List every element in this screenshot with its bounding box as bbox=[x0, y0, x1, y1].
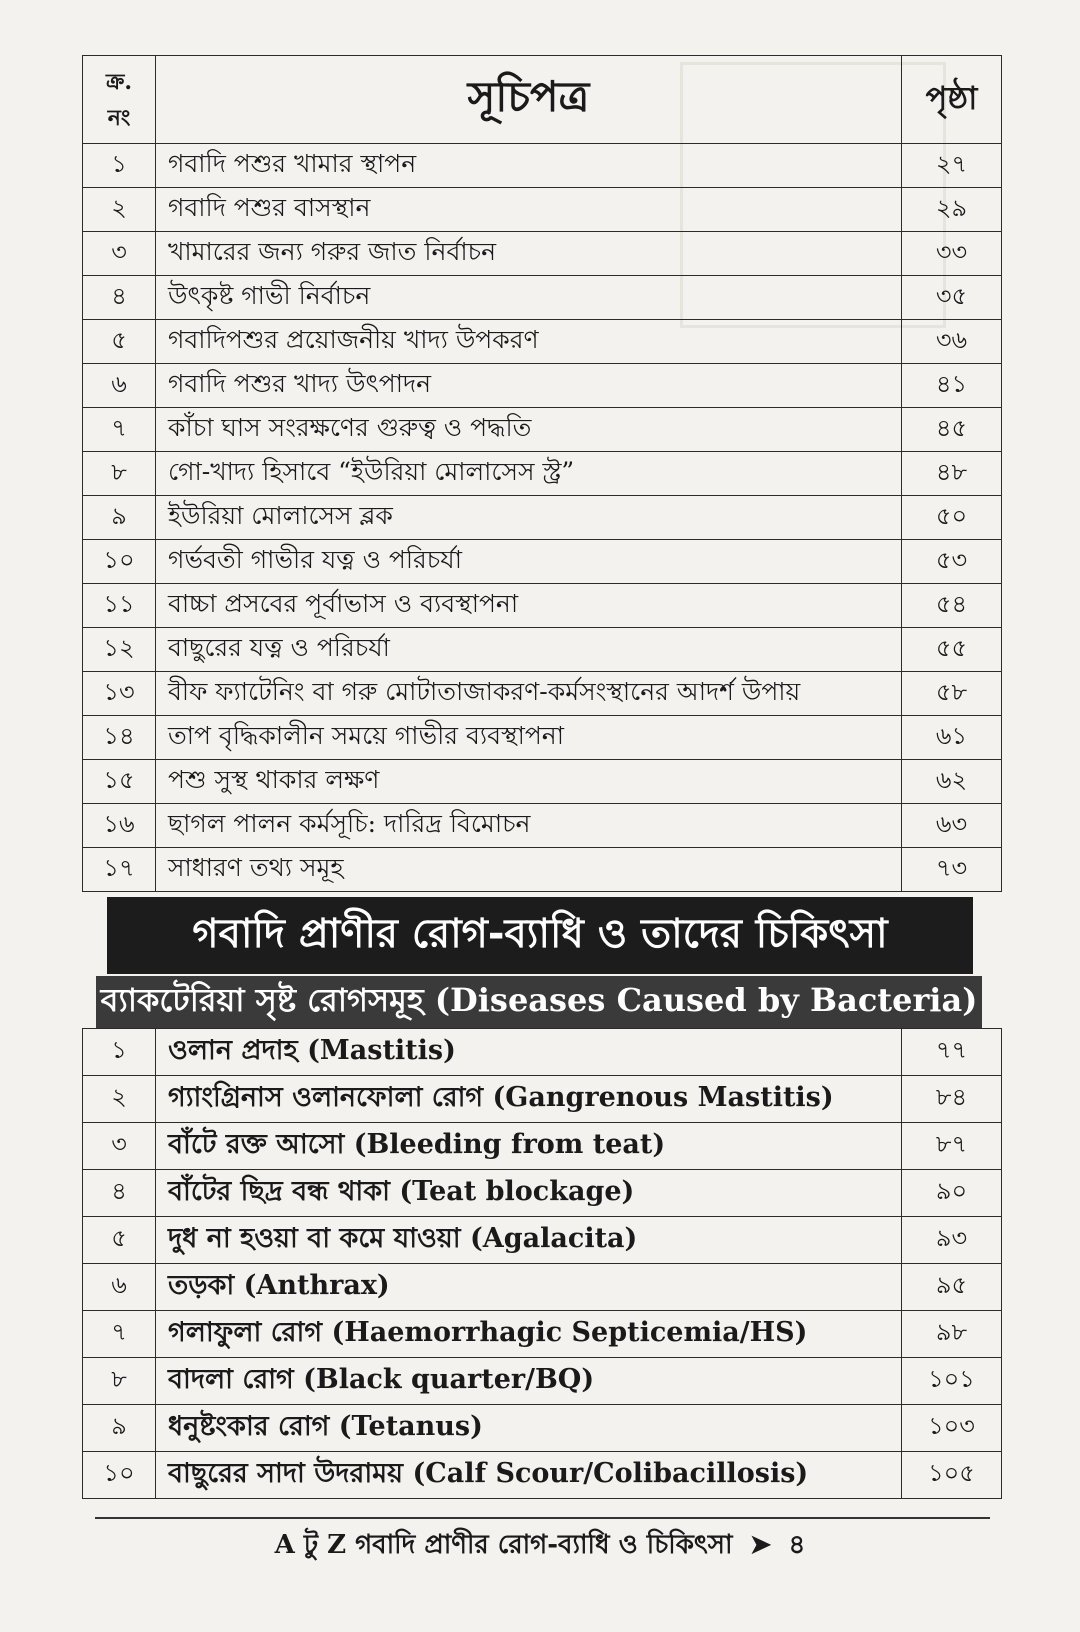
entry-number: ১২ bbox=[83, 628, 156, 672]
entry-title: বাছুরের যত্ন ও পরিচর্যা bbox=[156, 628, 902, 672]
toc-row bbox=[83, 276, 1002, 320]
toc-row bbox=[83, 364, 1002, 408]
entry-page: ৪১ bbox=[902, 364, 1002, 408]
toc-row bbox=[83, 716, 1002, 760]
entry-number: ১৫ bbox=[83, 760, 156, 804]
entry-page: ৯০ bbox=[902, 1170, 1002, 1217]
entry-title: খামারের জন্য গরুর জাত নির্বাচন bbox=[156, 232, 902, 276]
entry-page: ৩৫ bbox=[902, 276, 1002, 320]
entry-title: বাঁটে রক্ত আসো (Bleeding from teat) bbox=[156, 1123, 902, 1170]
toc-row bbox=[83, 1029, 1002, 1076]
serial-header: ক্র. নং bbox=[83, 56, 156, 144]
entry-title: গলাফুলা রোগ (Haemorrhagic Septicemia/HS) bbox=[156, 1311, 902, 1358]
entry-page: ৫৫ bbox=[902, 628, 1002, 672]
entry-page: ৫০ bbox=[902, 496, 1002, 540]
toc-row bbox=[83, 760, 1002, 804]
toc-table-general bbox=[82, 55, 1002, 892]
entry-title: তাপ বৃদ্ধিকালীন সময়ে গাভীর ব্যবস্থাপনা bbox=[156, 716, 902, 760]
footer-page-number: ৪ bbox=[788, 1530, 806, 1560]
footer-book-title: A টু Z গবাদি প্রাণীর রোগ-ব্যাধি ও চিকিৎসা bbox=[274, 1530, 733, 1560]
entry-page: ৮৭ bbox=[902, 1123, 1002, 1170]
toc-row bbox=[83, 452, 1002, 496]
entry-number: ১ bbox=[83, 1029, 156, 1076]
toc-row bbox=[83, 1405, 1002, 1452]
entry-title: সাধারণ তথ্য সমূহ bbox=[156, 848, 902, 892]
toc-row bbox=[83, 408, 1002, 452]
entry-page: ৯৩ bbox=[902, 1217, 1002, 1264]
entry-title: ওলান প্রদাহ (Mastitis) bbox=[156, 1029, 902, 1076]
entry-title: গবাদি পশুর বাসস্থান bbox=[156, 188, 902, 232]
entry-number: ১১ bbox=[83, 584, 156, 628]
entry-page: ২৯ bbox=[902, 188, 1002, 232]
entry-number: ৩ bbox=[83, 232, 156, 276]
toc-row bbox=[83, 584, 1002, 628]
entry-title: কাঁচা ঘাস সংরক্ষণের গুরুত্ব ও পদ্ধতি bbox=[156, 408, 902, 452]
entry-title: বীফ ফ্যাটেনিং বা গরু মোটাতাজাকরণ-কর্মসংস্থানের আদর্শ উপায় bbox=[156, 672, 902, 716]
entry-title: বাঁটের ছিদ্র বন্ধ থাকা (Teat blockage) bbox=[156, 1170, 902, 1217]
entry-title: ধনুষ্টংকার রোগ (Tetanus) bbox=[156, 1405, 902, 1452]
entry-title: বাচ্চা প্রসবের পূর্বাভাস ও ব্যবস্থাপনা bbox=[156, 584, 902, 628]
entry-number: ১০ bbox=[83, 1452, 156, 1499]
entry-number: ১৪ bbox=[83, 716, 156, 760]
entry-number: ৭ bbox=[83, 1311, 156, 1358]
entry-title: ইউরিয়া মোলাসেস ব্লক bbox=[156, 496, 902, 540]
entry-title: গবাদি পশুর খামার স্থাপন bbox=[156, 144, 902, 188]
entry-title: গ্যাংগ্রিনাস ওলানফোলা রোগ (Gangrenous Mastitis) bbox=[156, 1076, 902, 1123]
toc-row bbox=[83, 1076, 1002, 1123]
entry-number: ৫ bbox=[83, 1217, 156, 1264]
entry-number: ৫ bbox=[83, 320, 156, 364]
toc-header-row bbox=[83, 56, 1002, 144]
entry-number: ৬ bbox=[83, 364, 156, 408]
entry-page: ৬৩ bbox=[902, 804, 1002, 848]
entry-title: গর্ভবতী গাভীর যত্ন ও পরিচর্যা bbox=[156, 540, 902, 584]
toc-row bbox=[83, 188, 1002, 232]
entry-number: ৬ bbox=[83, 1264, 156, 1311]
entry-title: গবাদি পশুর খাদ্য উৎপাদন bbox=[156, 364, 902, 408]
entry-title: ছাগল পালন কর্মসূচি: দারিদ্র বিমোচন bbox=[156, 804, 902, 848]
footer-rule bbox=[95, 1517, 990, 1519]
toc-row bbox=[83, 1217, 1002, 1264]
entry-number: ৯ bbox=[83, 496, 156, 540]
toc-table-bacteria bbox=[82, 1028, 1002, 1499]
entry-number: ৯ bbox=[83, 1405, 156, 1452]
page-footer bbox=[0, 1524, 1080, 1568]
section-banner: গবাদি প্রাণীর রোগ-ব্যাধি ও তাদের চিকিৎসা bbox=[107, 897, 973, 974]
entry-page: ৩৩ bbox=[902, 232, 1002, 276]
entry-page: ৯৮ bbox=[902, 1311, 1002, 1358]
entry-page: ৭৭ bbox=[902, 1029, 1002, 1076]
entry-page: ৫৩ bbox=[902, 540, 1002, 584]
toc-row bbox=[83, 1123, 1002, 1170]
entry-title: বাদলা রোগ (Black quarter/BQ) bbox=[156, 1358, 902, 1405]
entry-title: উৎকৃষ্ট গাভী নির্বাচন bbox=[156, 276, 902, 320]
toc-row bbox=[83, 1358, 1002, 1405]
toc-row bbox=[83, 804, 1002, 848]
entry-number: ১৭ bbox=[83, 848, 156, 892]
entry-page: ২৭ bbox=[902, 144, 1002, 188]
entry-number: ৪ bbox=[83, 1170, 156, 1217]
toc-row bbox=[83, 1311, 1002, 1358]
toc-row bbox=[83, 1452, 1002, 1499]
entry-number: ৮ bbox=[83, 452, 156, 496]
entry-page: ১০৫ bbox=[902, 1452, 1002, 1499]
entry-title: গো-খাদ্য হিসাবে “ইউরিয়া মোলাসেস স্ট্র” bbox=[156, 452, 902, 496]
entry-title: পশু সুস্থ থাকার লক্ষণ bbox=[156, 760, 902, 804]
page-header: পৃষ্ঠা bbox=[902, 56, 1002, 144]
toc-row bbox=[83, 672, 1002, 716]
entry-title: দুধ না হওয়া বা কমে যাওয়া (Agalacita) bbox=[156, 1217, 902, 1264]
entry-page: ৬২ bbox=[902, 760, 1002, 804]
toc-row bbox=[83, 320, 1002, 364]
entry-number: ৮ bbox=[83, 1358, 156, 1405]
entry-page: ১০১ bbox=[902, 1358, 1002, 1405]
toc-row bbox=[83, 144, 1002, 188]
entry-page: ৭৩ bbox=[902, 848, 1002, 892]
entry-page: ৬১ bbox=[902, 716, 1002, 760]
entry-page: ৮৪ bbox=[902, 1076, 1002, 1123]
entry-page: ৩৬ bbox=[902, 320, 1002, 364]
entry-number: ২ bbox=[83, 188, 156, 232]
entry-title: গবাদিপশুর প্রয়োজনীয় খাদ্য উপকরণ bbox=[156, 320, 902, 364]
entry-number: ২ bbox=[83, 1076, 156, 1123]
toc-row bbox=[83, 1264, 1002, 1311]
toc-row bbox=[83, 496, 1002, 540]
entry-number: ৭ bbox=[83, 408, 156, 452]
toc-row bbox=[83, 540, 1002, 584]
entry-page: ৪৫ bbox=[902, 408, 1002, 452]
entry-page: ৯৫ bbox=[902, 1264, 1002, 1311]
toc-row bbox=[83, 1170, 1002, 1217]
toc-row bbox=[83, 628, 1002, 672]
entry-page: ১০৩ bbox=[902, 1405, 1002, 1452]
entry-title: বাছুরের সাদা উদরাময় (Calf Scour/Colibacillosis) bbox=[156, 1452, 902, 1499]
toc-row bbox=[83, 232, 1002, 276]
arrow-icon: ➤ bbox=[749, 1530, 772, 1560]
entry-page: ৪৮ bbox=[902, 452, 1002, 496]
entry-page: ৫৪ bbox=[902, 584, 1002, 628]
entry-number: ৩ bbox=[83, 1123, 156, 1170]
entry-number: ১০ bbox=[83, 540, 156, 584]
entry-number: ১৩ bbox=[83, 672, 156, 716]
entry-number: ১৬ bbox=[83, 804, 156, 848]
entry-number: ৪ bbox=[83, 276, 156, 320]
entry-page: ৫৮ bbox=[902, 672, 1002, 716]
toc-row bbox=[83, 848, 1002, 892]
subsection-banner: ব্যাকটেরিয়া সৃষ্ট রোগসমূহ (Diseases Caused by Bacteria) bbox=[96, 976, 982, 1028]
entry-title: তড়কা (Anthrax) bbox=[156, 1264, 902, 1311]
toc-title: সূচিপত্র bbox=[156, 56, 902, 144]
entry-number: ১ bbox=[83, 144, 156, 188]
